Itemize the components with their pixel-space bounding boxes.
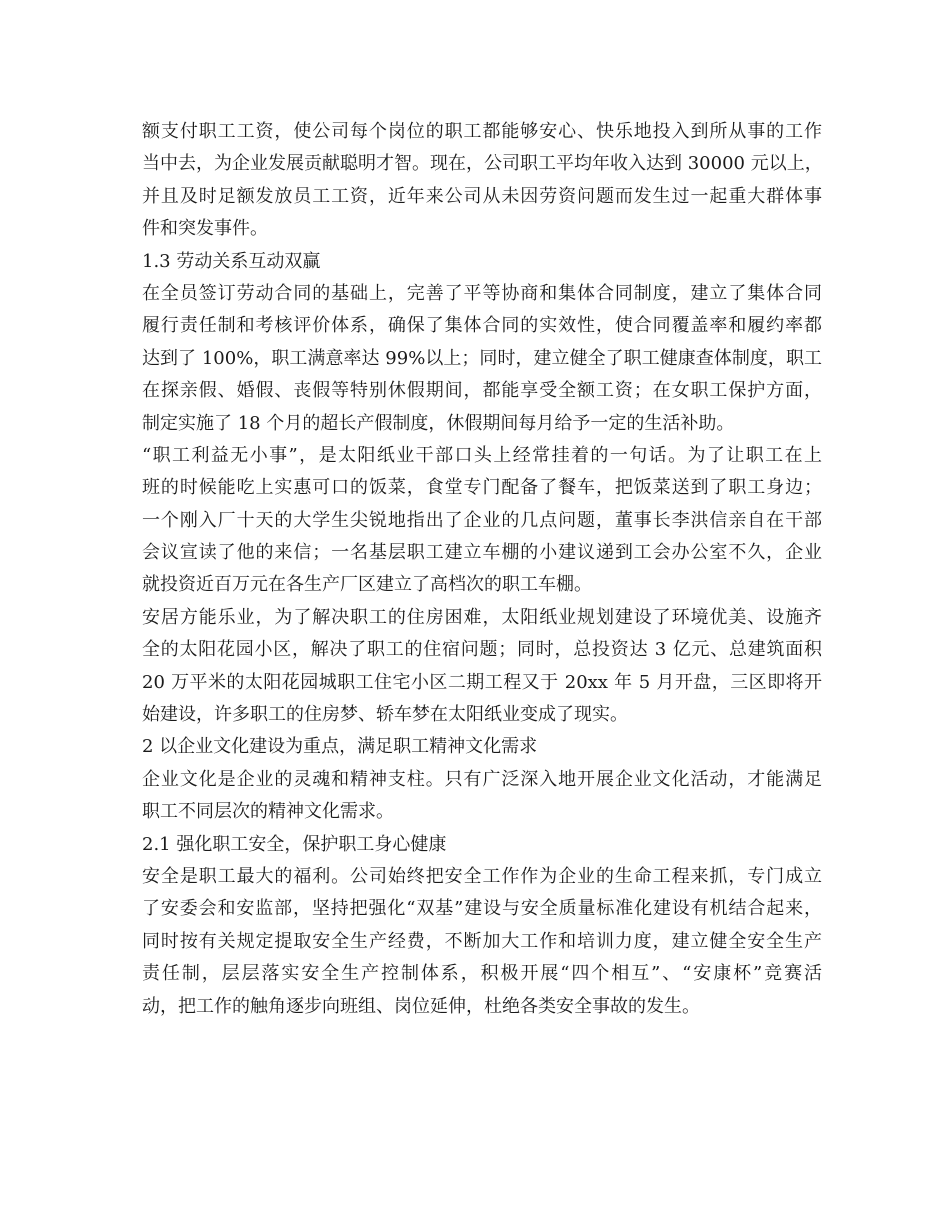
- text-line: 始建设，许多职工的住房梦、轿车梦在太阳纸业变成了现实。: [142, 704, 628, 726]
- text-line: 并且及时足额发放员工工资，近年来公司从未因劳资问题而发生过一起重大群体事: [142, 185, 822, 207]
- text-line: “职工利益无小事”，是太阳纸业干部口头上经常挂着的一句话。为了让职工在上: [142, 444, 822, 466]
- text-line: 当中去，为企业发展贡献聪明才智。现在，公司职工平均年收入达到 30000 元以上，: [142, 153, 823, 175]
- text-line: 在探亲假、婚假、丧假等特别休假期间，都能享受全额工资；在女职工保护方面，: [142, 380, 822, 402]
- text-line: 职工不同层次的精神文化需求。: [142, 801, 394, 823]
- text-line: 额支付职工工资，使公司每个岗位的职工都能够安心、快乐地投入到所从事的工作: [142, 121, 822, 142]
- text-line: 履行责任制和考核评价体系，确保了集体合同的实效性，使合同覆盖率和履约率都: [142, 315, 822, 337]
- text-line: 达到了 100%，职工满意率达 99%以上；同时，建立健全了职工健康查体制度，职工: [142, 347, 822, 369]
- text-line: 责任制，层层落实安全生产控制体系，积极开展“四个相互”、“安康杯”竞赛活: [142, 963, 822, 985]
- text-line: 安居方能乐业，为了解决职工的住房困难，太阳纸业规划建设了环境优美、设施齐: [142, 606, 822, 628]
- text-line: 了安委会和安监部，坚持把强化“双基”建设与安全质量标准化建设有机结合起来，: [142, 898, 822, 920]
- text-line: 2 以企业文化建设为重点，满足职工精神文化需求: [142, 736, 538, 758]
- text-line: 动，把工作的触角逐步向班组、岗位延伸，杜绝各类安全事故的发生。: [142, 995, 700, 1017]
- text-line: 安全是职工最大的福利。公司始终把安全工作作为企业的生命工程来抓，专门成立: [142, 865, 822, 887]
- text-line: 制定实施了 18 个月的超长产假制度，休假期间每月给予一定的生活补助。: [142, 412, 735, 434]
- text-line: 1.3 劳动关系互动双赢: [142, 250, 321, 272]
- text-line: 2.1 强化职工安全，保护职工身心健康: [142, 833, 447, 855]
- text-line: 同时按有关规定提取安全生产经费，不断加大工作和培训力度，建立健全安全生产: [142, 930, 822, 952]
- text-line: 会议宣读了他的来信；一名基层职工建立车棚的小建议递到工会办公室不久，企业: [142, 542, 822, 564]
- text-line: 班的时候能吃上实惠可口的饭菜，食堂专门配备了餐车，把饭菜送到了职工身边；: [142, 477, 822, 499]
- text-line: 全的太阳花园小区，解决了职工的住宿问题；同时，总投资达 3 亿元、总建筑面积: [142, 639, 822, 661]
- text-line: 就投资近百万元在各生产厂区建立了高档次的职工车棚。: [142, 574, 592, 596]
- text-line: 企业文化是企业的灵魂和精神支柱。只有广泛深入地开展企业文化活动，才能满足: [142, 768, 822, 790]
- document-body: [142, 116, 822, 1023]
- text-line: 20 万平米的太阳花园城职工住宅小区二期工程又于 20xx 年 5 月开盘，三区即将开: [142, 671, 822, 693]
- text-line: 一个刚入厂十天的大学生尖锐地指出了企业的几点问题，董事长李洪信亲自在干部: [142, 509, 822, 531]
- text-line: 件和突发事件。: [142, 218, 268, 240]
- text-line: 在全员签订劳动合同的基础上，完善了平等协商和集体合同制度，建立了集体合同: [142, 282, 822, 304]
